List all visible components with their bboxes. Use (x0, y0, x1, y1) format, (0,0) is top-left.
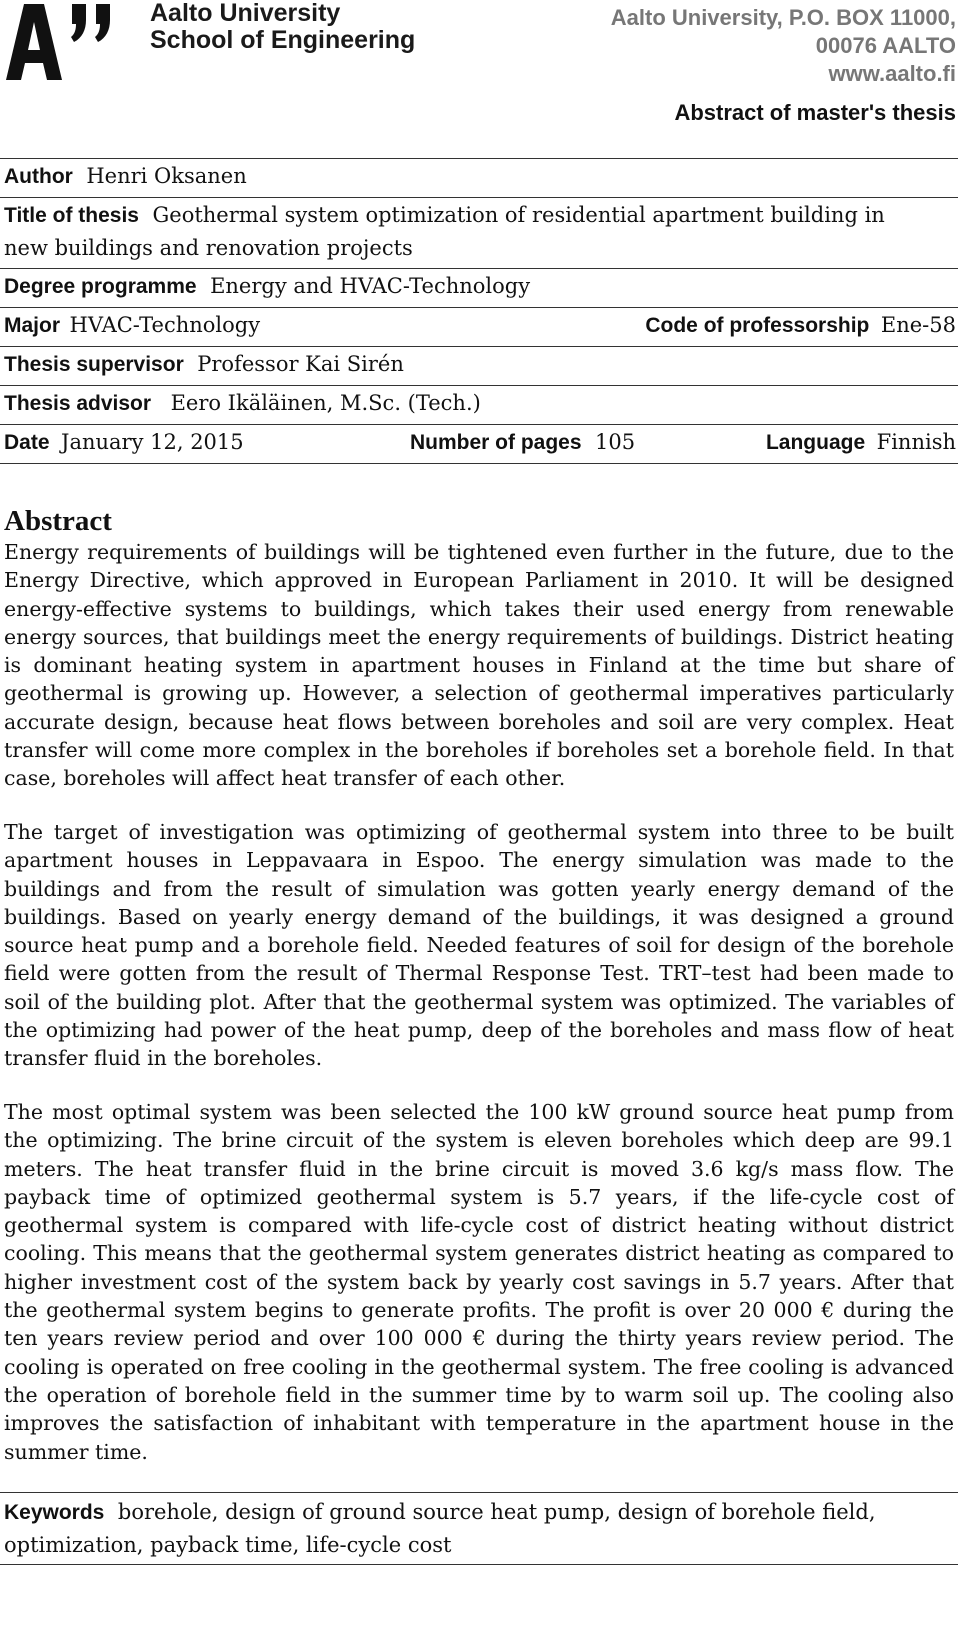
keywords-row (4, 1496, 954, 1561)
major-row (4, 309, 956, 342)
address-line1: Aalto University, P.O. BOX 11000, (610, 5, 956, 30)
divider (0, 1492, 958, 1493)
divider (0, 385, 958, 386)
website-url: www.aalto.fi (828, 61, 956, 86)
language-value: Finnish (876, 430, 956, 454)
university-name (150, 0, 415, 54)
author-row (4, 160, 956, 193)
date-label: Date (4, 431, 50, 454)
keywords-label: Keywords (4, 1501, 105, 1524)
advisor-row (4, 387, 956, 420)
supervisor-value: Professor Kai Sirén (197, 352, 404, 376)
divider (0, 268, 958, 269)
major-label: Major (4, 314, 61, 337)
abstract-heading: Abstract (4, 505, 112, 537)
professorship-code-label: Code of professorship (645, 314, 870, 337)
author-label: Author (4, 165, 73, 188)
date-row (4, 426, 956, 459)
title-label: Title of thesis (4, 204, 139, 227)
pages-field (410, 426, 635, 459)
divider (0, 1564, 958, 1565)
postal-address (611, 4, 956, 88)
degree-label: Degree programme (4, 275, 197, 298)
supervisor-label: Thesis supervisor (4, 353, 184, 376)
abstract-paragraph: The most optimal system was been selected the 100 kW ground source heat pump from the optimizing. The brine circuit of the system is eleven boreholes which deep are 99.1 meters. The heat transfer fluid in the brine circuit is moved 3.6 kg/s mass flow. The payback time of optimized geothermal system is 5.7 years, if the life-cycle cost of geothermal system is compared with life-cycle cost of district heating without district cooling. This means that the geothermal system generates district heating as compared to higher investment cost of the system back by yearly cost savings in 5.7 years. After that the geothermal system begins to generate profits. The profit is over 20 000 € during the ten years review period and over 100 000 € during the thirty years review period. The cooling is operated on free cooling in the geothermal system. The free cooling is advanced the operation of borehole field in the summer time by to warm soil up. The cooling also improves the satisfaction of inhabitant with temperature in the apartment house in the summer time. (4, 1100, 954, 1464)
pages-label: Number of pages (410, 431, 582, 454)
pages-value: 105 (595, 430, 636, 454)
abstract-paragraph: The target of investigation was optimizing of geothermal system into three to be built apartment houses in Leppavaara in Espoo. The energy simulation was made to the buildings and from the result of simulation was gotten yearly energy demand of the buildings. Based on yearly energy demand of the buildings, it was designed a ground source heat pump and a borehole field. Needed features of soil for design of the borehole field were gotten from the result of Thermal Response Test. TRT–test had been made to soil of the building plot. After that the geothermal system was optimized. The variables of the optimizing had power of the heat pump, deep of the boreholes and mass flow of heat transfer fluid in the boreholes. (4, 820, 954, 1071)
divider (0, 346, 958, 347)
title-value-line2: new buildings and renovation projects (4, 236, 413, 260)
school-name: School of Engineering (150, 26, 416, 54)
language-field (766, 426, 956, 459)
advisor-value: Eero Ikäläinen, M.Sc. (Tech.) (170, 391, 481, 415)
divider (0, 158, 958, 159)
professorship-code-value: Ene-58 (880, 313, 956, 337)
major-value: HVAC-Technology (69, 313, 261, 337)
advisor-label: Thesis advisor (4, 392, 152, 415)
language-label: Language (765, 431, 866, 454)
author-value: Henri Oksanen (86, 164, 247, 188)
degree-value: Energy and HVAC-Technology (210, 274, 531, 298)
professorship-field (645, 309, 956, 342)
keywords-value: borehole, design of ground source heat pump, design of borehole field, optimization, payback time, life-cycle cost (4, 1500, 876, 1557)
abstract-paragraph: Energy requirements of buildings will be tightened even further in the future, due to the Energy Directive, which approved in European Parliament in 2010. It will be designed energy-effective systems to buildings, which takes their used energy from renewable energy sources, that buildings meet the energy requirements of buildings. District heating is dominant heating system in apartment houses in Finland at the time but share of geothermal is growing up. However, a selection of geothermal imperatives particularly accurate design, because heat flows between boreholes and soil are very complex. Heat transfer will come more complex in the boreholes if boreholes set a borehole field. In that case, boreholes will affect heat transfer of each other. (4, 540, 954, 791)
date-value: January 12, 2015 (61, 430, 244, 454)
divider (0, 197, 958, 198)
divider (0, 307, 958, 308)
document-type: Abstract of master's thesis (674, 100, 956, 125)
degree-row (4, 270, 956, 303)
divider (0, 463, 958, 464)
title-value-line1: Geothermal system optimization of residential apartment building in (152, 203, 885, 227)
divider (0, 424, 958, 425)
supervisor-row (4, 348, 956, 381)
university-name-line1: Aalto University (150, 0, 341, 27)
aalto-logo (6, 4, 126, 80)
address-line2: 00076 AALTO (815, 33, 956, 58)
title-row (4, 199, 956, 264)
